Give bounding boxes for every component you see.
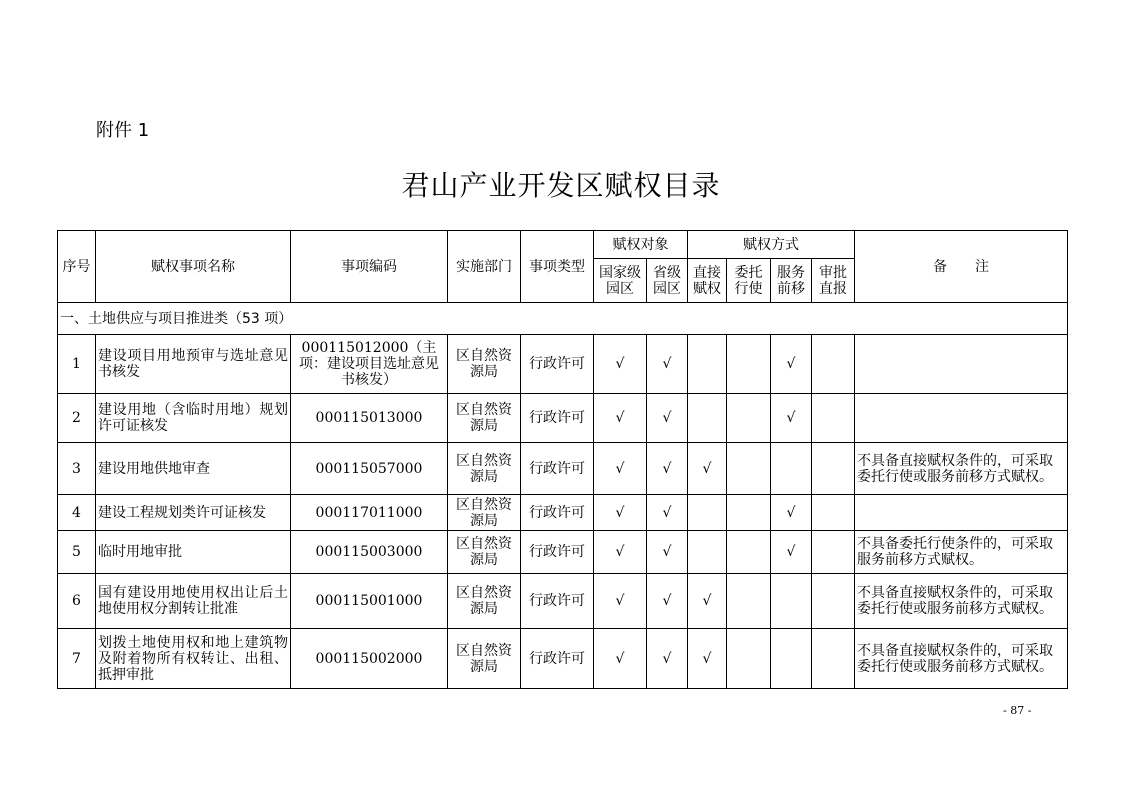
header-method-direct: 直接赋权 [688,259,727,303]
table-row [58,531,1068,574]
row-national-check: √ [594,629,647,689]
row-service-check [771,574,812,629]
row-note [855,394,1068,443]
page-number: - 87 - [1003,704,1032,717]
table-row [58,495,1068,531]
row-direct-check [688,335,727,394]
row-dept: 区自然资源局 [448,574,521,629]
row-code: 000115002000 [291,629,448,689]
row-entrust-check [727,531,771,574]
row-approval-check [812,495,855,531]
row-provincial-check: √ [647,629,688,689]
row-provincial-check: √ [647,443,688,495]
row-dept: 区自然资源局 [448,531,521,574]
row-name: 建设工程规划类许可证核发 [96,495,291,531]
row-note: 不具备委托行使条件的，可采取服务前移方式赋权。 [855,531,1068,574]
row-direct-check: √ [688,574,727,629]
row-entrust-check [727,495,771,531]
row-note: 不具备直接赋权条件的，可采取委托行使或服务前移方式赋权。 [855,574,1068,629]
row-type: 行政许可 [521,629,594,689]
row-code: 000115013000 [291,394,448,443]
header-dept: 实施部门 [448,231,521,303]
row-name: 建设项目用地预审与选址意见书核发 [96,335,291,394]
row-approval-check [812,531,855,574]
table-row [58,629,1068,689]
table-row [58,443,1068,495]
row-seq: 4 [58,495,96,531]
row-service-check: √ [771,531,812,574]
row-direct-check [688,394,727,443]
header-target-national: 国家级园区 [594,259,647,303]
header-method: 赋权方式 [688,231,855,259]
row-note: 不具备直接赋权条件的，可采取委托行使或服务前移方式赋权。 [855,629,1068,689]
row-national-check: √ [594,531,647,574]
row-dept: 区自然资源局 [448,394,521,443]
header-code: 事项编码 [291,231,448,303]
row-direct-check: √ [688,443,727,495]
row-name: 建设用地（含临时用地）规划许可证核发 [96,394,291,443]
attachment-label: 附件 1 [96,120,150,141]
row-service-check: √ [771,394,812,443]
row-provincial-check: √ [647,574,688,629]
row-note [855,495,1068,531]
row-name: 建设用地供地审查 [96,443,291,495]
row-entrust-check [727,629,771,689]
row-dept: 区自然资源局 [448,443,521,495]
row-service-check: √ [771,495,812,531]
row-national-check: √ [594,443,647,495]
row-direct-check [688,531,727,574]
row-code: 000117011000 [291,495,448,531]
row-dept: 区自然资源局 [448,335,521,394]
header-method-approval: 审批直报 [812,259,855,303]
row-note: 不具备直接赋权条件的，可采取委托行使或服务前移方式赋权。 [855,443,1068,495]
row-national-check: √ [594,574,647,629]
row-direct-check: √ [688,629,727,689]
row-approval-check [812,629,855,689]
row-approval-check [812,394,855,443]
row-approval-check [812,574,855,629]
row-provincial-check: √ [647,394,688,443]
row-provincial-check: √ [647,335,688,394]
table-row [58,335,1068,394]
row-dept: 区自然资源局 [448,629,521,689]
row-national-check: √ [594,495,647,531]
row-seq: 7 [58,629,96,689]
row-service-check [771,629,812,689]
row-type: 行政许可 [521,495,594,531]
row-type: 行政许可 [521,531,594,574]
row-entrust-check [727,394,771,443]
row-provincial-check: √ [647,495,688,531]
header-seq: 序号 [58,231,96,303]
header-target: 赋权对象 [594,231,688,259]
row-name: 临时用地审批 [96,531,291,574]
empowerment-catalog-table [57,230,1068,689]
row-seq: 1 [58,335,96,394]
section-title: 一、土地供应与项目推进类（53 项） [58,303,1068,335]
row-approval-check [812,335,855,394]
row-entrust-check [727,574,771,629]
table-row [58,574,1068,629]
row-code: 000115057000 [291,443,448,495]
row-type: 行政许可 [521,574,594,629]
row-seq: 2 [58,394,96,443]
row-provincial-check: √ [647,531,688,574]
row-code: 000115001000 [291,574,448,629]
row-code: 000115012000（主项：建设项目选址意见书核发） [291,335,448,394]
row-entrust-check [727,335,771,394]
row-national-check: √ [594,394,647,443]
row-service-check [771,443,812,495]
page-title: 君山产业开发区赋权目录 [401,169,721,202]
row-note [855,335,1068,394]
row-name: 国有建设用地使用权出让后土地使用权分割转让批准 [96,574,291,629]
row-type: 行政许可 [521,443,594,495]
header-method-entrust: 委托行使 [727,259,771,303]
header-remarks: 备 注 [855,231,1068,303]
row-name: 划拨土地使用权和地上建筑物及附着物所有权转让、出租、抵押审批 [96,629,291,689]
row-direct-check [688,495,727,531]
header-method-service: 服务前移 [771,259,812,303]
row-national-check: √ [594,335,647,394]
row-entrust-check [727,443,771,495]
row-dept: 区自然资源局 [448,495,521,531]
table-row [58,394,1068,443]
row-service-check: √ [771,335,812,394]
header-target-provincial: 省级园区 [647,259,688,303]
header-type: 事项类型 [521,231,594,303]
header-name: 赋权事项名称 [96,231,291,303]
row-approval-check [812,443,855,495]
row-type: 行政许可 [521,335,594,394]
row-code: 000115003000 [291,531,448,574]
row-seq: 3 [58,443,96,495]
row-seq: 6 [58,574,96,629]
row-seq: 5 [58,531,96,574]
row-type: 行政许可 [521,394,594,443]
